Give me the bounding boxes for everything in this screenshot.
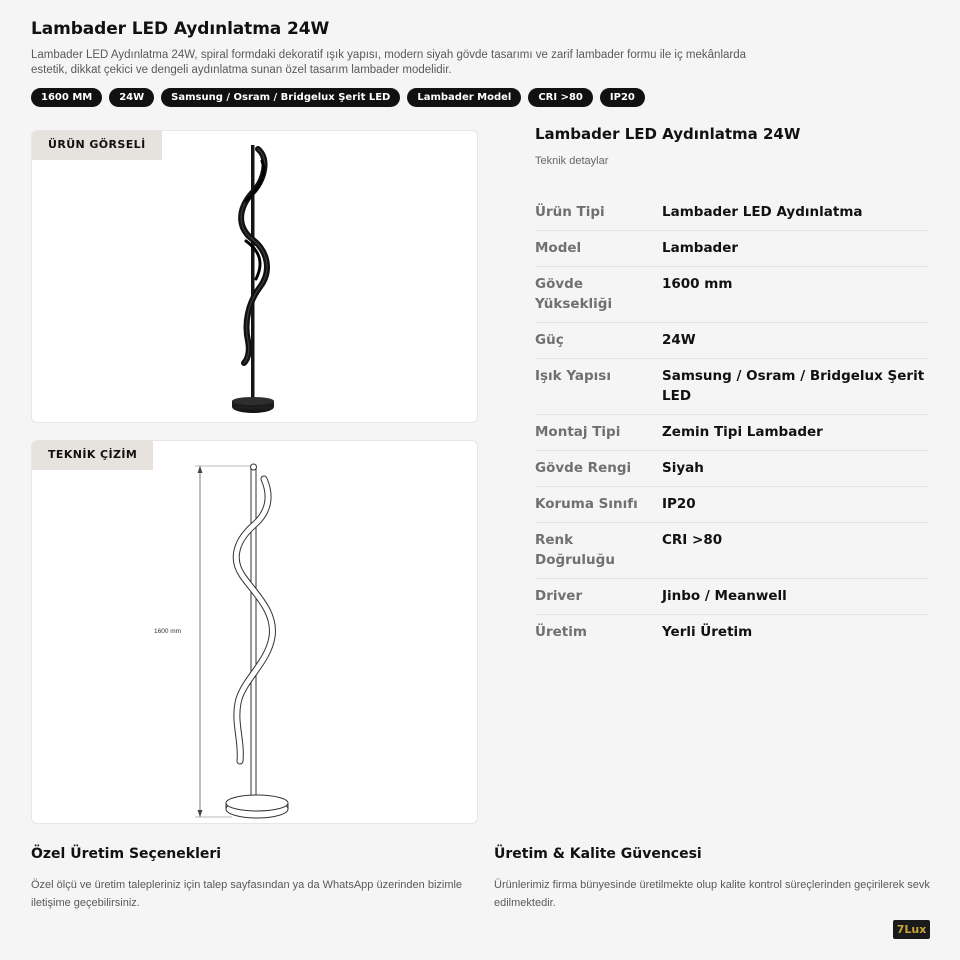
spec-value: Jinbo / Meanwell xyxy=(662,588,787,604)
spec-value: Zemin Tipi Lambader xyxy=(662,424,823,440)
chip-cri: CRI >80 xyxy=(528,88,593,107)
spec-row-power xyxy=(535,323,928,359)
spec-row-light-structure xyxy=(535,359,928,415)
dimension-label: 1600 mm xyxy=(154,628,182,635)
spec-value: 1600 mm xyxy=(662,276,733,292)
spec-value: Siyah xyxy=(662,460,704,476)
chip-led-type: Samsung / Osram / Bridgelux Şerit LED xyxy=(161,88,400,107)
spec-title: Lambader LED Aydınlatma 24W xyxy=(535,125,801,143)
spec-value: 24W xyxy=(662,332,696,348)
spec-table xyxy=(535,195,928,650)
technical-drawing-card xyxy=(31,440,478,824)
spec-label: Model xyxy=(535,240,582,256)
spec-row-color-accuracy xyxy=(535,523,928,579)
spec-label: Driver xyxy=(535,588,583,604)
spec-value: Yerli Üretim xyxy=(662,624,753,640)
spec-label: Üretim xyxy=(535,624,587,640)
spec-label: Gövde Rengi xyxy=(535,460,632,476)
spec-value: Lambader xyxy=(662,240,739,256)
spec-label: Renk Doğruluğu xyxy=(535,532,615,568)
product-photo xyxy=(32,131,477,422)
product-image-card xyxy=(31,130,478,423)
custom-production-title: Özel Üretim Seçenekleri xyxy=(31,846,222,862)
chip-model: Lambader Model xyxy=(407,88,521,107)
spec-value: Samsung / Osram / Bridgelux Şerit LED xyxy=(662,368,925,404)
spec-row-body-color xyxy=(535,451,928,487)
spec-row-model xyxy=(535,231,928,267)
page-title: Lambader LED Aydınlatma 24W xyxy=(31,19,330,39)
spec-row-mounting xyxy=(535,415,928,451)
spec-label: Güç xyxy=(535,332,564,348)
page-description: Lambader LED Aydınlatma 24W, spiral formdaki dekoratif ışık yapısı, modern siyah gövde tasarımı ve zarif lambader formu ile iç mekânlarda estetik, dikkat çekici ve dengeli aydınlatma sunan özel tasarım lambader modelidir. xyxy=(31,49,747,76)
chip-power: 24W xyxy=(109,88,154,107)
chip-ip: IP20 xyxy=(600,88,645,107)
spec-row-driver xyxy=(535,579,928,615)
spec-label: Işık Yapısı xyxy=(535,368,611,384)
spec-label: Gövde Yüksekliği xyxy=(535,276,613,312)
quality-assurance-title: Üretim & Kalite Güvencesi xyxy=(494,846,702,862)
technical-drawing-tag: TEKNİK ÇİZİM xyxy=(32,441,153,470)
spec-row-protection xyxy=(535,487,928,523)
spec-value: CRI >80 xyxy=(662,532,723,548)
spec-label: Montaj Tipi xyxy=(535,424,621,440)
spec-value: IP20 xyxy=(662,496,696,512)
product-image-tag: ÜRÜN GÖRSELİ xyxy=(32,131,162,160)
spec-value: Lambader LED Aydınlatma xyxy=(662,204,863,220)
custom-production-text: Özel ölçü ve üretim talepleriniz için talep sayfasından ya da WhatsApp üzerinden bizimle iletişime geçebilirsiniz. xyxy=(31,879,463,909)
technical-drawing xyxy=(32,441,477,823)
spec-subtitle: Teknik detaylar xyxy=(535,155,609,167)
spec-label: Koruma Sınıfı xyxy=(535,496,638,512)
spec-row-production xyxy=(535,615,928,650)
spec-row-product-type xyxy=(535,195,928,231)
chip-size: 1600 MM xyxy=(31,88,102,107)
brand-logo: 7Lux xyxy=(893,920,930,939)
spec-row-height xyxy=(535,267,928,323)
quality-assurance-text: Ürünlerimiz firma bünyesinde üretilmekte olup kalite kontrol süreçlerinden geçirilerek sevk edilmektedir. xyxy=(494,879,930,909)
feature-chips xyxy=(31,88,645,107)
spec-label: Ürün Tipi xyxy=(535,204,605,220)
